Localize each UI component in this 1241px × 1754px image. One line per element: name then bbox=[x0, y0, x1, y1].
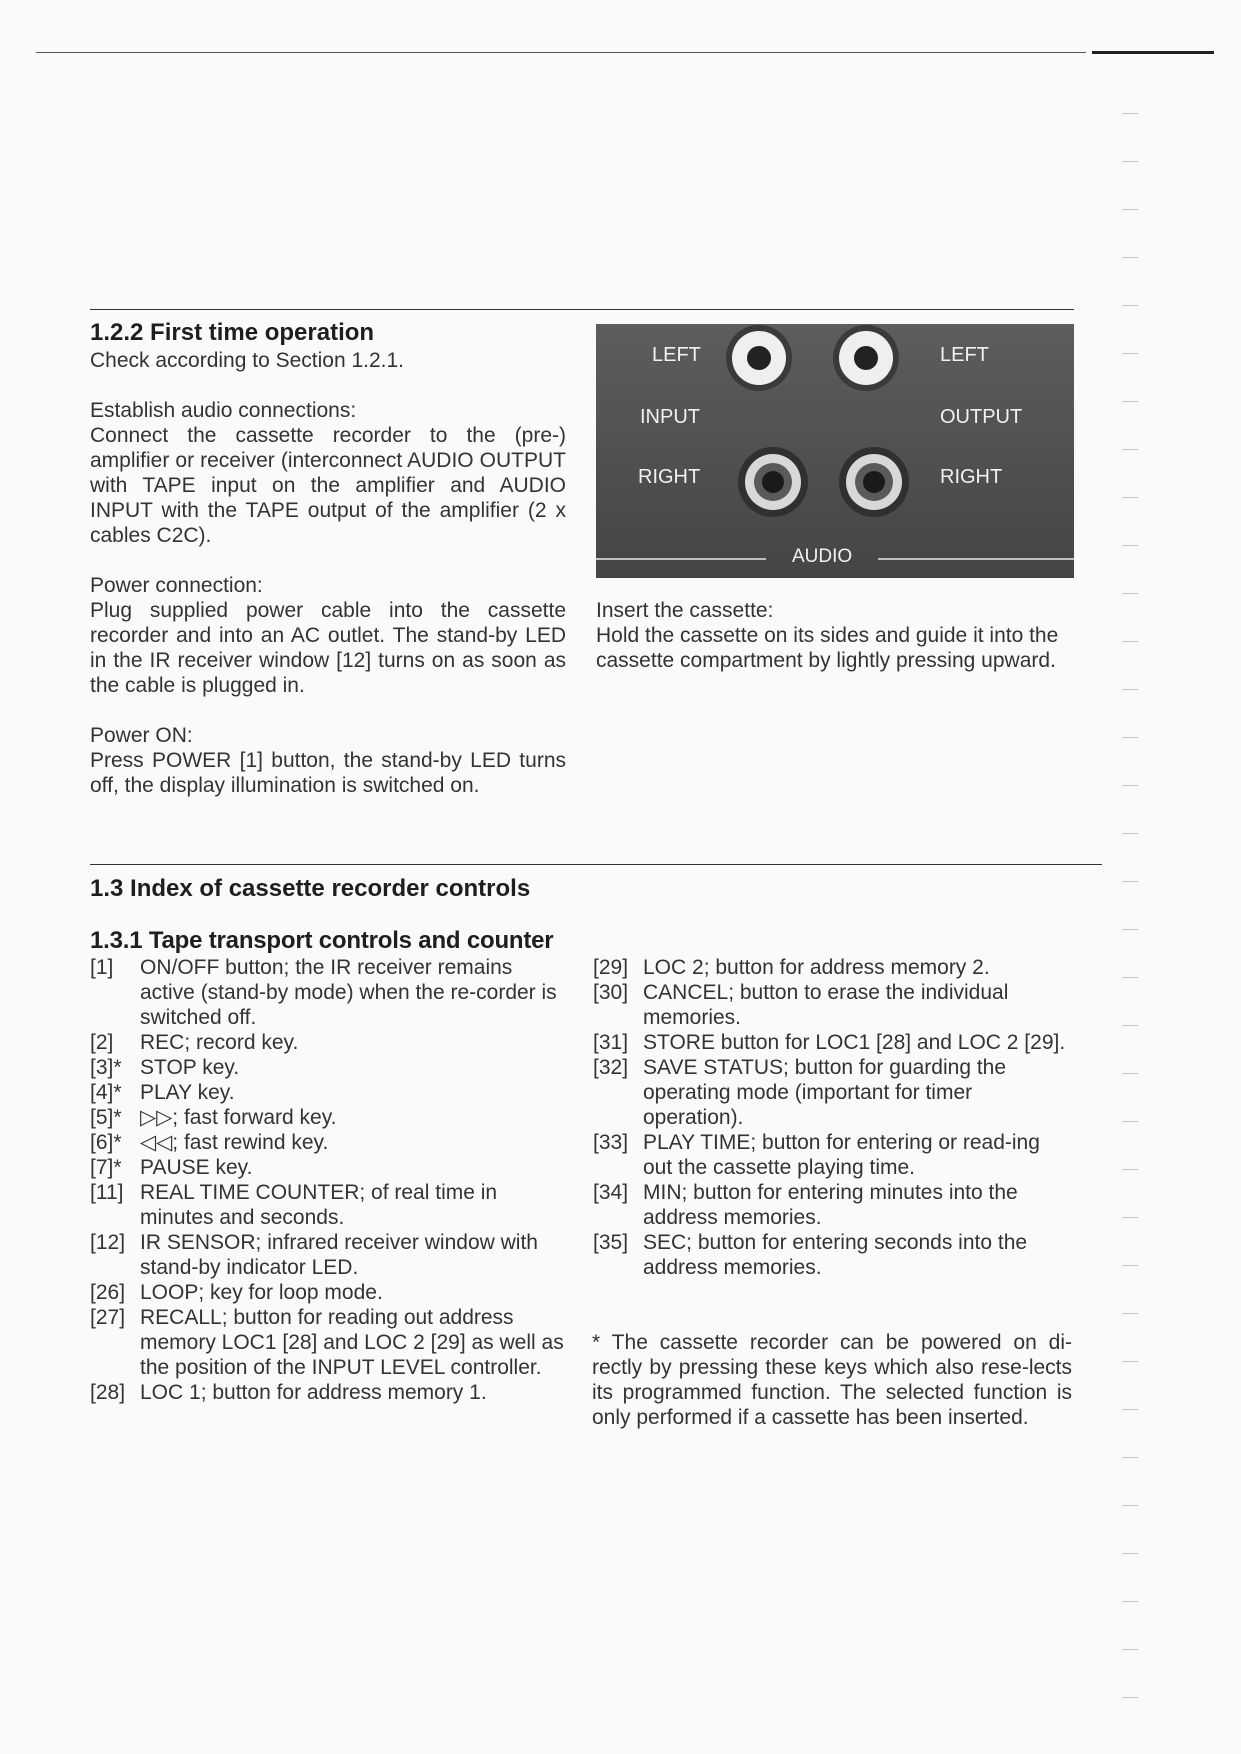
control-description: CANCEL; button to erase the individual memories. bbox=[643, 981, 1009, 1029]
margin-tick bbox=[1122, 1313, 1138, 1314]
margin-tick bbox=[1122, 1121, 1138, 1122]
control-list-item bbox=[593, 1030, 1073, 1055]
margin-tick bbox=[1122, 1265, 1138, 1266]
margin-tick bbox=[1122, 257, 1138, 258]
margin-tick bbox=[1122, 545, 1138, 546]
control-description: LOOP; key for loop mode. bbox=[140, 1281, 383, 1304]
margin-tick bbox=[1122, 1505, 1138, 1506]
control-list-item bbox=[90, 1380, 568, 1405]
rca-jacks bbox=[596, 324, 1074, 578]
margin-tick bbox=[1122, 1697, 1138, 1698]
margin-tick bbox=[1122, 1649, 1138, 1650]
control-description: ◁◁; fast rewind key. bbox=[140, 1131, 329, 1154]
control-description: RECALL; button for reading out address memory LOC1 [28] and LOC 2 [29] as well as the position of the INPUT LEVEL controller. bbox=[140, 1306, 564, 1379]
margin-tick bbox=[1122, 1409, 1138, 1410]
control-number: [1] bbox=[90, 956, 114, 979]
control-list-item bbox=[90, 1155, 568, 1180]
photo-label-right-output: RIGHT bbox=[940, 466, 1003, 488]
control-description: ▷▷; fast forward key. bbox=[140, 1106, 337, 1129]
jack-left-input bbox=[726, 325, 792, 391]
control-list-item bbox=[90, 1230, 568, 1280]
control-description: LOC 1; button for address memory 1. bbox=[140, 1381, 487, 1404]
section-131-title: 1.3.1 Tape transport controls and counter bbox=[90, 927, 554, 954]
audio-connectors-photo bbox=[596, 324, 1074, 578]
margin-tick bbox=[1122, 449, 1138, 450]
control-list-item bbox=[90, 955, 568, 1030]
controls-list-right bbox=[593, 955, 1073, 1280]
control-list-item bbox=[90, 1305, 568, 1380]
control-number: [3]* bbox=[90, 1056, 122, 1079]
margin-tick bbox=[1122, 1025, 1138, 1026]
check-text: Check according to Section 1.2.1. bbox=[90, 349, 405, 372]
photo-label-output: OUTPUT bbox=[940, 406, 1023, 428]
control-number: [27] bbox=[90, 1306, 126, 1329]
margin-tick bbox=[1122, 1217, 1138, 1218]
section-122-title: 1.2.2 First time operation bbox=[90, 319, 375, 346]
control-list-item bbox=[90, 1030, 568, 1055]
margin-tick bbox=[1122, 641, 1138, 642]
control-list-item bbox=[90, 1130, 568, 1155]
footnote: * The cassette recorder can be powered on di-rectly by pressing these keys which also rese-lects its programmed function. The selected function is only performed if a cassette has been inserted. bbox=[592, 1331, 1072, 1429]
photo-label-left-output: LEFT bbox=[940, 344, 989, 366]
control-description: IR SENSOR; infrared receiver window with stand-by indicator LED. bbox=[140, 1231, 538, 1279]
margin-tick bbox=[1122, 833, 1138, 834]
control-number: [34] bbox=[593, 1181, 629, 1204]
control-list-item bbox=[90, 1080, 568, 1105]
margin-tick bbox=[1122, 1361, 1138, 1362]
control-description: SAVE STATUS; button for guarding the operating mode (important for timer operation). bbox=[643, 1056, 1007, 1129]
control-number: [35] bbox=[593, 1231, 629, 1254]
margin-tick bbox=[1122, 929, 1138, 930]
control-list-item bbox=[90, 1180, 568, 1230]
control-description: PLAY TIME; button for entering or read-ing out the cassette playing time. bbox=[643, 1131, 1040, 1179]
audio-heading: Establish audio connections: bbox=[90, 399, 357, 422]
control-description: REAL TIME COUNTER; of real time in minutes and seconds. bbox=[140, 1181, 498, 1229]
control-description: MIN; button for entering minutes into the address memories. bbox=[643, 1181, 1018, 1229]
margin-tick bbox=[1122, 401, 1138, 402]
control-description: ON/OFF button; the IR receiver remains active (stand-by mode) when the re-corder is switched off. bbox=[140, 956, 557, 1029]
insert-block bbox=[596, 598, 1074, 673]
margin-tick bbox=[1122, 977, 1138, 978]
section-122-rule bbox=[90, 309, 1074, 310]
power-on-text: Press POWER [1] button, the stand-by LED turns off, the display illumination is switched on. bbox=[90, 749, 566, 797]
margin-tick bbox=[1122, 161, 1138, 162]
control-list-item bbox=[593, 1055, 1073, 1130]
jack-right-input bbox=[738, 447, 808, 517]
control-number: [26] bbox=[90, 1281, 126, 1304]
control-number: [29] bbox=[593, 956, 629, 979]
control-number: [2] bbox=[90, 1031, 114, 1054]
margin-tick bbox=[1122, 1073, 1138, 1074]
control-description: SEC; button for entering seconds into the address memories. bbox=[643, 1231, 1028, 1279]
power-heading: Power connection: bbox=[90, 574, 263, 597]
control-number: [30] bbox=[593, 981, 629, 1004]
header-rule bbox=[36, 52, 1086, 53]
control-number: [4]* bbox=[90, 1081, 122, 1104]
control-number: [5]* bbox=[90, 1106, 122, 1129]
header-rule-accent bbox=[1092, 51, 1214, 54]
control-list-item bbox=[593, 980, 1073, 1030]
control-list-item bbox=[593, 1230, 1073, 1280]
control-number: [33] bbox=[593, 1131, 629, 1154]
control-number: [28] bbox=[90, 1381, 126, 1404]
control-list-item bbox=[593, 955, 1073, 980]
control-description: STOP key. bbox=[140, 1056, 240, 1079]
section-13-title: 1.3 Index of cassette recorder controls bbox=[90, 875, 531, 902]
power-text: Plug supplied power cable into the cassette recorder and into an AC outlet. The stand-by LED in the IR receiver window [12] turns on as soon as the cable is plugged in. bbox=[90, 599, 566, 697]
control-list-item bbox=[90, 1055, 568, 1080]
control-description: PAUSE key. bbox=[140, 1156, 253, 1179]
insert-heading: Insert the cassette: bbox=[596, 599, 774, 622]
margin-tick bbox=[1122, 689, 1138, 690]
control-number: [7]* bbox=[90, 1156, 122, 1179]
control-number: [32] bbox=[593, 1056, 629, 1079]
photo-label-left-input: LEFT bbox=[652, 344, 701, 366]
section-122-block bbox=[90, 318, 566, 798]
control-number: [31] bbox=[593, 1031, 629, 1054]
margin-tick bbox=[1122, 1169, 1138, 1170]
margin-tick bbox=[1122, 353, 1138, 354]
control-list-item bbox=[593, 1180, 1073, 1230]
margin-tick bbox=[1122, 737, 1138, 738]
jack-right-output bbox=[839, 447, 909, 517]
margin-tick bbox=[1122, 1553, 1138, 1554]
photo-label-input: INPUT bbox=[640, 406, 700, 428]
controls-list-left bbox=[90, 955, 568, 1405]
audio-text: Connect the cassette recorder to the (pre-) amplifier or receiver (interconnect AUDIO OUTPUT with TAPE input on the amplifier and AUDIO INPUT with the TAPE output of the amplifier (2 x cables C2C). bbox=[90, 424, 566, 547]
control-description: PLAY key. bbox=[140, 1081, 235, 1104]
margin-tick bbox=[1122, 1601, 1138, 1602]
margin-tick bbox=[1122, 785, 1138, 786]
insert-text: Hold the cassette on its sides and guide it into the cassette compartment by lightly pressing upward. bbox=[596, 624, 1059, 672]
power-on-heading: Power ON: bbox=[90, 724, 193, 747]
control-list-item bbox=[90, 1105, 568, 1130]
control-list-item bbox=[593, 1130, 1073, 1180]
margin-tick bbox=[1122, 497, 1138, 498]
control-description: REC; record key. bbox=[140, 1031, 299, 1054]
control-description: LOC 2; button for address memory 2. bbox=[643, 956, 990, 979]
control-number: [11] bbox=[90, 1181, 124, 1204]
photo-label-audio: AUDIO bbox=[792, 546, 853, 567]
margin-tick bbox=[1122, 209, 1138, 210]
photo-label-right-input: RIGHT bbox=[638, 466, 701, 488]
margin-tick bbox=[1122, 593, 1138, 594]
margin-tick bbox=[1122, 305, 1138, 306]
margin-tick bbox=[1122, 881, 1138, 882]
control-list-item bbox=[90, 1280, 568, 1305]
control-number: [6]* bbox=[90, 1131, 122, 1154]
section-13-rule bbox=[90, 864, 1102, 865]
margin-tick bbox=[1122, 113, 1138, 114]
margin-tick bbox=[1122, 1457, 1138, 1458]
jack-left-output bbox=[833, 325, 899, 391]
control-number: [12] bbox=[90, 1231, 126, 1254]
control-description: STORE button for LOC1 [28] and LOC 2 [29]. bbox=[643, 1031, 1066, 1054]
